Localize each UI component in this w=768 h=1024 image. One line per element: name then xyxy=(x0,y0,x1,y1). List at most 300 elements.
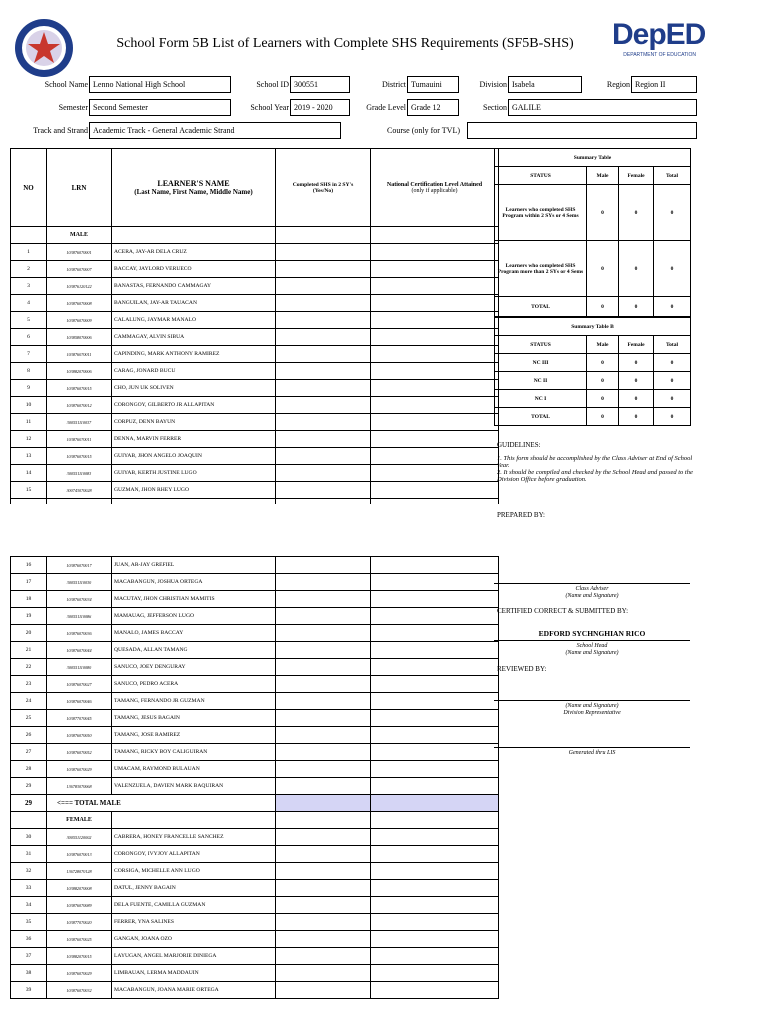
learner-ncl-cell[interactable] xyxy=(371,914,499,931)
grade-level-field[interactable]: Grade 12 xyxy=(407,99,459,116)
learner-completed-cell[interactable] xyxy=(276,693,371,710)
learner-row xyxy=(11,431,499,448)
col-lrn-header: LRN xyxy=(47,149,112,227)
learner-completed-cell[interactable] xyxy=(276,982,371,999)
learner-row xyxy=(11,312,499,329)
learner-completed-cell[interactable] xyxy=(276,329,371,346)
learner-row xyxy=(11,914,499,931)
learner-completed-cell[interactable] xyxy=(276,727,371,744)
learner-completed-cell[interactable] xyxy=(276,710,371,727)
guideline-2: 2. It should be compiled and checked by the School Head and passed to the Division Office before graduation. xyxy=(497,469,693,483)
summary-table-a xyxy=(494,148,691,317)
learner-completed-cell[interactable] xyxy=(276,414,371,431)
learner-no: 6 xyxy=(11,329,47,346)
learner-name: GUIYAB, JHON ANGELO JOAQUIN xyxy=(112,448,276,465)
head-name-sig: (Name and Signature) xyxy=(565,650,619,656)
learner-lrn: 300551110037 xyxy=(47,414,112,431)
learner-completed-cell[interactable] xyxy=(276,676,371,693)
learner-lrn: 300551110080 xyxy=(47,659,112,676)
learner-completed-cell[interactable] xyxy=(276,863,371,880)
school-head-title: School Head xyxy=(576,643,608,649)
grade-level-label: Grade Level xyxy=(366,103,406,112)
learner-ncl-cell[interactable] xyxy=(371,880,499,897)
learner-no: 11 xyxy=(11,414,47,431)
learner-row xyxy=(11,829,499,846)
learner-lrn: 136728070128 xyxy=(47,863,112,880)
learner-ncl-cell[interactable] xyxy=(371,897,499,914)
learner-completed-cell[interactable] xyxy=(276,397,371,414)
learner-lrn: 103876070013 xyxy=(47,846,112,863)
summary-a-female-header: Female xyxy=(619,167,654,185)
learner-lrn: 136783070068 xyxy=(47,778,112,795)
learner-no: 38 xyxy=(11,965,47,982)
learner-name: CALALUNG, JAYMAR MANALO xyxy=(112,312,276,329)
learner-no: 4 xyxy=(11,295,47,312)
summary-b-row xyxy=(495,390,691,408)
track-field[interactable]: Academic Track - General Academic Strand xyxy=(89,122,341,139)
learner-name: QUESADA, ALLAN TAMANG xyxy=(112,642,276,659)
learner-lrn: 103882070008 xyxy=(47,880,112,897)
learner-row xyxy=(11,863,499,880)
learner-row xyxy=(11,244,499,261)
learner-no: 10 xyxy=(11,397,47,414)
learners-table-page2 xyxy=(10,556,499,999)
learner-completed-cell[interactable] xyxy=(276,482,371,499)
summary-b-total-header: Total xyxy=(654,336,691,354)
summary-a-total-header: Total xyxy=(654,167,691,185)
learner-completed-cell[interactable] xyxy=(276,295,371,312)
learner-lrn: 103858070006 xyxy=(47,329,112,346)
col-ncl-title: National Certification Level Attained xyxy=(386,181,483,188)
learner-name: CORPUZ, DENN BAYUN xyxy=(112,414,276,431)
summary-total-cell: 0 xyxy=(654,372,691,390)
summary-total-cell: 0 xyxy=(654,297,691,317)
learner-ncl-cell[interactable] xyxy=(371,693,499,710)
learner-lrn: 300551110086 xyxy=(47,608,112,625)
female-group-label: FEMALE xyxy=(47,812,112,829)
learner-name: MACUTAY, JHON CHRISTIAN MAMITIS xyxy=(112,591,276,608)
summary-total-cell: 0 xyxy=(654,408,691,426)
learner-ncl-cell[interactable] xyxy=(371,329,499,346)
learner-ncl-cell[interactable] xyxy=(371,465,499,482)
learner-name: DENNA, MARVIN FERRER xyxy=(112,431,276,448)
guidelines-title: GUIDELINES: xyxy=(497,441,541,449)
division-rep-title: Division Representative xyxy=(563,710,621,716)
school-id-field[interactable]: 300551 xyxy=(290,76,350,93)
learner-no: 39 xyxy=(11,982,47,999)
learner-completed-cell[interactable] xyxy=(276,346,371,363)
summary-female-cell: 0 xyxy=(619,372,654,390)
learner-completed-cell[interactable] xyxy=(276,625,371,642)
learner-completed-cell[interactable] xyxy=(276,744,371,761)
col-name-header xyxy=(112,149,276,227)
school-year-field[interactable]: 2019 - 2020 xyxy=(290,99,350,116)
learner-no: 20 xyxy=(11,625,47,642)
summary-b-title: Summary Table B xyxy=(495,318,691,336)
summary-total-cell: 0 xyxy=(654,354,691,372)
division-field[interactable]: Isabela xyxy=(508,76,582,93)
learner-no: 23 xyxy=(11,676,47,693)
learner-no: 22 xyxy=(11,659,47,676)
learner-no: 3 xyxy=(11,278,47,295)
learner-lrn: 103882070006 xyxy=(47,363,112,380)
learner-no: 9 xyxy=(11,380,47,397)
form-title: School Form 5B List of Learners with Complete SHS Requirements (SF5B-SHS) xyxy=(116,36,574,51)
learner-lrn: 103876070007 xyxy=(47,261,112,278)
learner-ncl-cell[interactable] xyxy=(371,710,499,727)
guidelines-block xyxy=(497,441,693,483)
learner-name: GUZMAN, JHON RHEY LUGO xyxy=(112,482,276,499)
course-field[interactable] xyxy=(467,122,697,139)
prepared-by-label: PREPARED BY: xyxy=(497,511,545,519)
total-male-count: 29 xyxy=(11,795,47,812)
learner-lrn: 103876070017 xyxy=(47,557,112,574)
learner-ncl-cell[interactable] xyxy=(371,431,499,448)
learner-ncl-cell[interactable] xyxy=(371,744,499,761)
learner-row xyxy=(11,931,499,948)
learner-no: 5 xyxy=(11,312,47,329)
learner-ncl-cell[interactable] xyxy=(371,761,499,778)
division-signature-line xyxy=(494,700,690,701)
col-completed-header xyxy=(276,149,371,227)
learner-completed-cell[interactable] xyxy=(276,948,371,965)
district-label: District xyxy=(382,80,406,89)
summary-female-cell: 0 xyxy=(619,408,654,426)
page-break-row xyxy=(11,499,499,504)
summary-b-row xyxy=(495,372,691,390)
learner-completed-cell[interactable] xyxy=(276,829,371,846)
deped-logo xyxy=(612,18,706,66)
track-label: Track and Strand xyxy=(33,126,88,135)
learner-row xyxy=(11,557,499,574)
learner-name: SANUCO, PEDRO ACERA xyxy=(112,676,276,693)
learner-no: 8 xyxy=(11,363,47,380)
learner-no: 25 xyxy=(11,710,47,727)
learner-no: 15 xyxy=(11,482,47,499)
head-signature-line xyxy=(494,640,690,641)
learner-completed-cell[interactable] xyxy=(276,244,371,261)
learner-ncl-cell[interactable] xyxy=(371,727,499,744)
learner-completed-cell[interactable] xyxy=(276,914,371,931)
total-male-ncl xyxy=(371,795,499,812)
col-name-title: LEARNER'S NAME xyxy=(157,179,230,188)
learner-no: 31 xyxy=(11,846,47,863)
learner-lrn: 300743070028 xyxy=(47,482,112,499)
learner-row xyxy=(11,591,499,608)
learner-ncl-cell[interactable] xyxy=(371,676,499,693)
learner-no: 14 xyxy=(11,465,47,482)
learner-name: UMACAM, RAYMOND BULAUAN xyxy=(112,761,276,778)
learner-completed-cell[interactable] xyxy=(276,591,371,608)
semester-field[interactable]: Second Semester xyxy=(89,99,231,116)
learner-name: DELA FUENTE, CAMILLA GUZMAN xyxy=(112,897,276,914)
male-group-label: MALE xyxy=(47,227,112,244)
learner-ncl-cell[interactable] xyxy=(371,829,499,846)
summary-male-cell: 0 xyxy=(587,354,619,372)
learner-ncl-cell[interactable] xyxy=(371,482,499,499)
learner-completed-cell[interactable] xyxy=(276,574,371,591)
learner-name: MACABANGUN, JOSHUA ORTEGA xyxy=(112,574,276,591)
learner-ncl-cell[interactable] xyxy=(371,778,499,795)
learner-ncl-cell[interactable] xyxy=(371,346,499,363)
learner-row xyxy=(11,397,499,414)
learner-lrn: 103877070045 xyxy=(47,710,112,727)
learner-completed-cell[interactable] xyxy=(276,448,371,465)
summary-a-status-header: STATUS xyxy=(495,167,587,185)
summary-a-row xyxy=(495,297,691,317)
reviewed-by-label: REVIEWED BY: xyxy=(497,665,547,673)
learner-row xyxy=(11,693,499,710)
learner-ncl-cell[interactable] xyxy=(371,863,499,880)
summary-total-cell: 0 xyxy=(654,241,691,297)
learner-ncl-cell[interactable] xyxy=(371,625,499,642)
learner-ncl-cell[interactable] xyxy=(371,397,499,414)
summary-a-male-header: Male xyxy=(587,167,619,185)
learner-name: LAYUGAN, ANGEL MARJORIE DINIEGA xyxy=(112,948,276,965)
learner-ncl-cell[interactable] xyxy=(371,846,499,863)
learner-no: 17 xyxy=(11,574,47,591)
learner-ncl-cell[interactable] xyxy=(371,244,499,261)
learner-lrn: 103876070009 xyxy=(47,312,112,329)
learner-name: CORSIGA, MICHELLE ANN LUGO xyxy=(112,863,276,880)
learner-ncl-cell[interactable] xyxy=(371,363,499,380)
total-male-label: <=== TOTAL MALE xyxy=(47,795,276,812)
summary-a-row xyxy=(495,185,691,241)
learner-completed-cell[interactable] xyxy=(276,931,371,948)
learner-completed-cell[interactable] xyxy=(276,761,371,778)
summary-female-cell: 0 xyxy=(619,185,654,241)
adviser-title: Class Adviser xyxy=(575,586,609,592)
summary-status-cell: NC III xyxy=(495,354,587,372)
learner-lrn: 103877070020 xyxy=(47,914,112,931)
region-field[interactable]: Region II xyxy=(631,76,697,93)
deped-brand: DepED xyxy=(612,18,706,51)
summary-male-cell: 0 xyxy=(587,408,619,426)
learner-no: 37 xyxy=(11,948,47,965)
learner-no: 28 xyxy=(11,761,47,778)
learner-lrn: 103876120122 xyxy=(47,278,112,295)
learner-name: BANASTAS, FERNANDO CAMMAGAY xyxy=(112,278,276,295)
learner-name: CAMMAGAY, ALVIN SIBUA xyxy=(112,329,276,346)
learner-no: 1 xyxy=(11,244,47,261)
summary-table-b xyxy=(494,317,691,426)
learner-ncl-cell[interactable] xyxy=(371,608,499,625)
learner-row xyxy=(11,346,499,363)
summary-male-cell: 0 xyxy=(587,297,619,317)
learner-name: TAMANG, RICKY BOY CALIGUIRAN xyxy=(112,744,276,761)
learner-row xyxy=(11,574,499,591)
learner-no: 13 xyxy=(11,448,47,465)
summary-male-cell: 0 xyxy=(587,372,619,390)
guideline-1: 1. This form should be accomplished by the Class Adviser at End of School Year. xyxy=(497,455,693,469)
learner-completed-cell[interactable] xyxy=(276,846,371,863)
learner-no: 27 xyxy=(11,744,47,761)
learner-name: BANGUILAN, JAY-AR TAUACAN xyxy=(112,295,276,312)
learner-name: TAMANG, JESUS BAGAIN xyxy=(112,710,276,727)
learner-completed-cell[interactable] xyxy=(276,312,371,329)
summary-status-cell: Learners who completed SHS Program within 2 SYs or 4 Sems xyxy=(495,185,587,241)
learner-row xyxy=(11,778,499,795)
summary-status-cell: TOTAL xyxy=(495,408,587,426)
learner-row xyxy=(11,982,499,999)
learner-ncl-cell[interactable] xyxy=(371,965,499,982)
learner-ncl-cell[interactable] xyxy=(371,448,499,465)
learners-table-page1 xyxy=(10,148,499,504)
learner-no: 33 xyxy=(11,880,47,897)
learner-no: 29 xyxy=(11,778,47,795)
learner-lrn: 103876070044 xyxy=(47,642,112,659)
school-year-label: School Year xyxy=(250,103,289,112)
learner-ncl-cell[interactable] xyxy=(371,591,499,608)
learner-no: 26 xyxy=(11,727,47,744)
learner-name: TAMANG, JOSE RAMIREZ xyxy=(112,727,276,744)
learner-name: CAPINDING, MARK ANTHONY RAMIREZ xyxy=(112,346,276,363)
learner-lrn: 103876070025 xyxy=(47,931,112,948)
learner-lrn: 103876070012 xyxy=(47,397,112,414)
learner-ncl-cell[interactable] xyxy=(371,261,499,278)
learner-no: 35 xyxy=(11,914,47,931)
summary-female-cell: 0 xyxy=(619,297,654,317)
section-field[interactable]: GALILE xyxy=(508,99,697,116)
col-no-header: NO xyxy=(11,149,47,227)
learner-ncl-cell[interactable] xyxy=(371,312,499,329)
learner-completed-cell[interactable] xyxy=(276,897,371,914)
generated-note: Generated thru LIS xyxy=(568,750,616,756)
district-field[interactable]: Tumauini xyxy=(407,76,459,93)
learner-name: DATUL, JENNY BAGAIN xyxy=(112,880,276,897)
learner-no: 30 xyxy=(11,829,47,846)
summary-status-cell: TOTAL xyxy=(495,297,587,317)
learner-ncl-cell[interactable] xyxy=(371,931,499,948)
learner-ncl-cell[interactable] xyxy=(371,982,499,999)
learner-ncl-cell[interactable] xyxy=(371,642,499,659)
learner-row xyxy=(11,676,499,693)
learner-name: GANGAN, JOANA OZO xyxy=(112,931,276,948)
learner-row xyxy=(11,710,499,727)
course-label: Course (only for TVL) xyxy=(387,126,460,135)
learner-name: CORONGOY, IVYJOY ALLAPITAN xyxy=(112,846,276,863)
learner-completed-cell[interactable] xyxy=(276,278,371,295)
learner-name: BACCAY, JAYLORD VERUECO xyxy=(112,261,276,278)
learner-completed-cell[interactable] xyxy=(276,557,371,574)
learner-row xyxy=(11,380,499,397)
learner-completed-cell[interactable] xyxy=(276,261,371,278)
semester-label: Semester xyxy=(58,103,88,112)
learner-lrn: 103882070015 xyxy=(47,948,112,965)
learner-name: CHO, JUN UK SOLIVEN xyxy=(112,380,276,397)
learner-name: MAMAUAG, JEFFERSON LUGO xyxy=(112,608,276,625)
learner-name: SANUCO, JOEY DENGURAY xyxy=(112,659,276,676)
learner-row xyxy=(11,414,499,431)
learner-ncl-cell[interactable] xyxy=(371,557,499,574)
learner-name: LIMBAUAN, LERMA MADDAUIN xyxy=(112,965,276,982)
learner-completed-cell[interactable] xyxy=(276,363,371,380)
learner-completed-cell[interactable] xyxy=(276,642,371,659)
learner-no: 12 xyxy=(11,431,47,448)
certified-label: CERTIFIED CORRECT & SUBMITTED BY: xyxy=(497,607,629,615)
learner-ncl-cell[interactable] xyxy=(371,574,499,591)
learner-completed-cell[interactable] xyxy=(276,659,371,676)
learner-lrn: 103876070008 xyxy=(47,295,112,312)
learner-ncl-cell[interactable] xyxy=(371,278,499,295)
region-label: Region xyxy=(606,80,630,89)
learner-completed-cell[interactable] xyxy=(276,880,371,897)
learner-row xyxy=(11,727,499,744)
summary-total-cell: 0 xyxy=(654,390,691,408)
section-label: Section xyxy=(483,103,507,112)
learner-completed-cell[interactable] xyxy=(276,778,371,795)
learner-row xyxy=(11,363,499,380)
learner-lrn: 103876070036 xyxy=(47,625,112,642)
summary-status-cell: Learners who completed SHS Program more than 2 SYs or 4 Sems xyxy=(495,241,587,297)
school-name-label: School Name xyxy=(44,80,88,89)
division-name-sig: (Name and Signature) xyxy=(565,703,619,709)
learner-lrn: 103876070001 xyxy=(47,244,112,261)
learner-name: CORONGOY, GILBERTO JR ALLAPITAN xyxy=(112,397,276,414)
summary-b-row xyxy=(495,408,691,426)
learner-lrn: 300551110083 xyxy=(47,465,112,482)
summary-male-cell: 0 xyxy=(587,241,619,297)
learner-ncl-cell[interactable] xyxy=(371,948,499,965)
summary-status-cell: NC I xyxy=(495,390,587,408)
total-male-completed xyxy=(276,795,371,812)
summary-male-cell: 0 xyxy=(587,390,619,408)
summary-status-cell: NC II xyxy=(495,372,587,390)
learner-name: MACABANGUN, JOANA MARIE ORTEGA xyxy=(112,982,276,999)
learner-completed-cell[interactable] xyxy=(276,608,371,625)
learner-row xyxy=(11,295,499,312)
learner-ncl-cell[interactable] xyxy=(371,414,499,431)
learner-lrn: 103876070032 xyxy=(47,982,112,999)
learner-row xyxy=(11,948,499,965)
learner-row xyxy=(11,880,499,897)
learner-name: VALENZUELA, DAVIEN MARK BAQUIRAN xyxy=(112,778,276,795)
learner-ncl-cell[interactable] xyxy=(371,295,499,312)
summary-a-row xyxy=(495,241,691,297)
learner-lrn: 103876070052 xyxy=(47,744,112,761)
learner-name: GUIYAB, KERTH JUSTINE LUGO xyxy=(112,465,276,482)
learner-row xyxy=(11,448,499,465)
lis-line xyxy=(494,747,690,748)
learner-lrn: 300551110030 xyxy=(47,574,112,591)
summary-b-status-header: STATUS xyxy=(495,336,587,354)
division-label: Division xyxy=(479,80,507,89)
learner-completed-cell[interactable] xyxy=(276,431,371,448)
learner-row xyxy=(11,761,499,778)
learner-row xyxy=(11,897,499,914)
learner-ncl-cell[interactable] xyxy=(371,659,499,676)
learner-name: JUAN, AR-JAY GREFIEL xyxy=(112,557,276,574)
learner-no: 24 xyxy=(11,693,47,710)
col-completed-title: Completed SHS in 2 SY's xyxy=(292,181,354,188)
summary-female-cell: 0 xyxy=(619,354,654,372)
learner-completed-cell[interactable] xyxy=(276,380,371,397)
school-name-field[interactable]: Lenno National High School xyxy=(89,76,231,93)
learner-row xyxy=(11,261,499,278)
summary-b-row xyxy=(495,354,691,372)
learner-lrn: 300551120002 xyxy=(47,829,112,846)
adviser-name-sig: (Name and Signature) xyxy=(565,593,619,599)
col-name-subtitle: (Last Name, First Name, Middle Name) xyxy=(134,188,253,196)
learner-no: 32 xyxy=(11,863,47,880)
learner-row xyxy=(11,625,499,642)
learner-completed-cell[interactable] xyxy=(276,965,371,982)
learner-completed-cell[interactable] xyxy=(276,465,371,482)
learner-ncl-cell[interactable] xyxy=(371,380,499,397)
learner-no: 2 xyxy=(11,261,47,278)
learner-no: 16 xyxy=(11,557,47,574)
learner-name: CABRERA, HONEY FRANCELLE SANCHEZ xyxy=(112,829,276,846)
